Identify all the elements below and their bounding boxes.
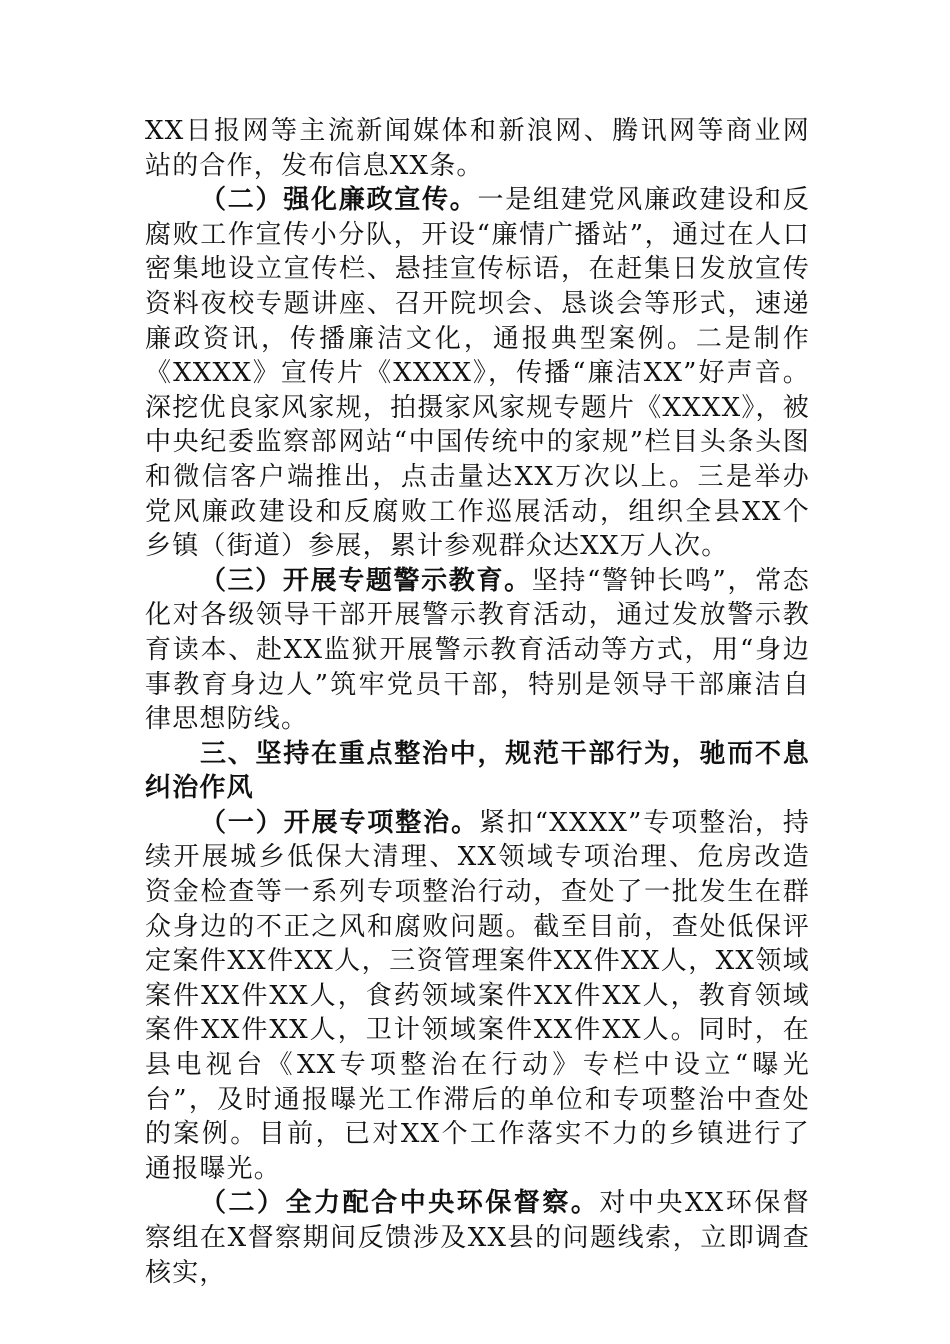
paragraph-text: XX日报网等主流新闻媒体和新浪网、腾讯网等商业网站的合作，发布信息XX条。 <box>145 116 810 181</box>
section-heading-3: 三、坚持在重点整治中，规范干部行为，驰而不息纠治作风 <box>145 738 810 804</box>
paragraph-text: 紧扣“XXXX”专项整治，持续开展城乡低保大清理、XX领域专项治理、危房改造资金检查等一系列专项整治行动，查处了一批发生在群众身边的不正之风和腐败问题。截至目前，查处低保评定案件XX件XX人，三资管理案件XX件XX人，XX领域案件XX件XX人，食药领域案件XX件XX人，教育领域案件XX件XX人，卫计领域案件XX件XX人。同时，在县电视台《XX专项整治在行动》专栏中设立“曝光台”，及时通报曝光工作滞后的单位和专项整治中查处的案例。目前，已对XX个工作落实不力的乡镇进行了通报曝光。 <box>145 807 810 1184</box>
paragraph-text: 一是组建党风廉政建设和反腐败工作宣传小分队，开设“廉情广播站”，通过在人口密集地设立宣传栏、悬挂宣传标语，在赶集日发放宣传资料夜校专题讲座、召开院坝会、恳谈会等形式，速递廉政资讯，传播廉洁文化，通报典型案例。二是制作《XXXX》宣传片《XXXX》，传播“廉洁XX”好声音。深挖优良家风家规，拍摄家风家规专题片《XXXX》，被中央纪委监察部网站“中国传统中的家规”栏目头条头图和微信客户端推出，点击量达XX万次以上。三是举办党风廉政建设和反腐败工作巡展活动，组织全县XX个乡镇（街道）参展，累计参观群众达XX万人次。 <box>145 185 810 562</box>
paragraph-integrity-publicity <box>145 183 810 564</box>
paragraph-lead: （二）强化廉政宣传。 <box>200 185 478 216</box>
paragraph-special-rectification <box>145 806 810 1187</box>
document-body <box>145 114 810 1290</box>
paragraph-warning-education <box>145 564 810 737</box>
paragraph-lead: （二）全力配合中央环保督察。 <box>200 1188 600 1219</box>
paragraph-lead: （三）开展专题警示教育。 <box>200 565 532 596</box>
paragraph-media-cooperation <box>145 114 810 183</box>
paragraph-text: 对中央XX环保督察组在X督察期间反馈涉及XX县的问题线索，立即调查核实， <box>145 1188 810 1288</box>
paragraph-text: 坚持“警钟长鸣”，常态化对各级领导干部开展警示教育活动，通过发放警示教育读本、赴XX监狱开展警示教育活动等方式，用“身边事教育身边人”筑牢党员干部，特别是领导干部廉洁自律思想防线。 <box>145 565 810 735</box>
paragraph-environmental-inspection <box>145 1186 810 1290</box>
paragraph-lead: （一）开展专项整治。 <box>200 807 479 838</box>
